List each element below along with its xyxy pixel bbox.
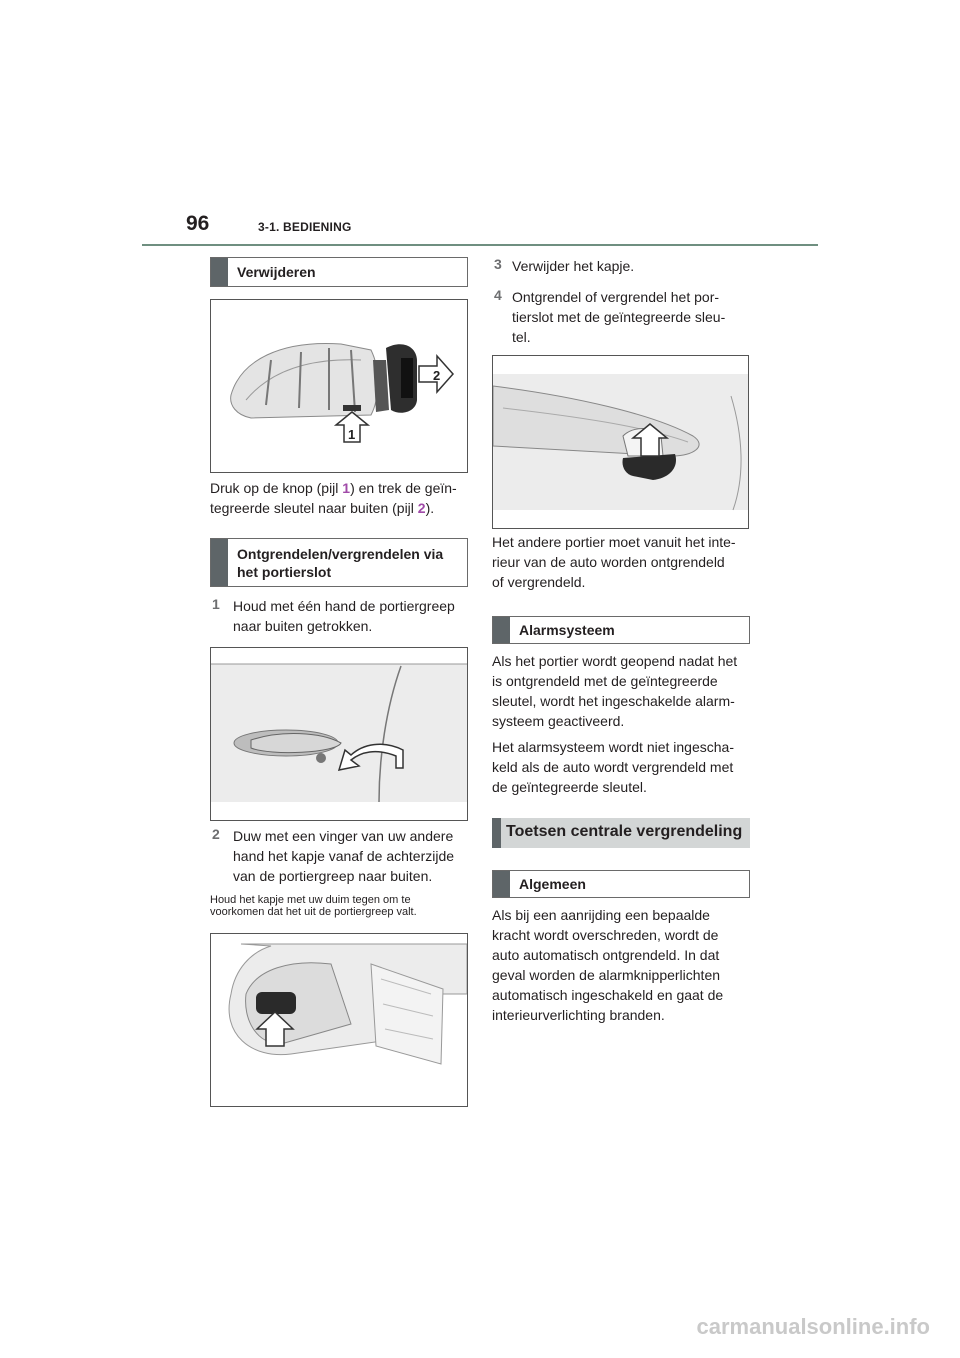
watermark: carmanualsonline.info (696, 1314, 930, 1339)
paragraph-alarm-2: Het alarmsysteem wordt niet ingescha- keld als de auto wordt vergrendeld met de geïntegreerde sleutel. (492, 739, 734, 795)
section-heading-algemeen (492, 870, 750, 898)
paragraph-alarm-1: Als het portier wordt geopend nadat het is ontgrendeld met de geïntegreerde sleutel, wordt het ingeschakelde alarm- systeem geactiveerd. (492, 653, 738, 729)
section-heading-portierslot (210, 538, 468, 587)
callout-ref-1: 1 (342, 480, 351, 496)
step-number-1: 1 (212, 596, 220, 612)
step-4-text: Ontgrendel of vergrendel het por- tierslot met de geïntegreerde sleu- tel. (512, 289, 726, 345)
section-heading-label: Toetsen centrale vergrendeling (506, 823, 743, 840)
section-heading-label: Algemeen (519, 876, 586, 892)
figure-door-lock (492, 355, 749, 529)
section-heading-verwijderen (210, 257, 468, 287)
section-heading-label: Alarmsysteem (519, 622, 615, 638)
step-1-text: Houd met één hand de portiergreep naar buiten getrokken. (233, 598, 455, 634)
step-number-2: 2 (212, 826, 220, 842)
section-heading-label-2: het portierslot (237, 564, 332, 580)
section-heading-centrale-vergrendeling (492, 818, 750, 848)
step-3-text: Verwijder het kapje. (512, 258, 635, 274)
figure-callout-2: 2 (433, 368, 441, 383)
paragraph-other-door: Het andere portier moet vanuit het inte- rieur van de auto worden ontgrendeld of vergrendeld. (492, 534, 736, 590)
step-2-text: Duw met een vinger van uw andere hand het kapje vanaf de achterzijde van de portiergreep naar buiten. (233, 828, 455, 884)
figure-door-handle-pull (210, 647, 468, 821)
page-number: 96 (186, 212, 210, 235)
section-heading-alarmsysteem (492, 616, 750, 644)
figure-key-removal (210, 299, 468, 473)
section-heading-label: Verwijderen (237, 264, 316, 280)
chapter-title: 3-1. BEDIENING (258, 220, 352, 234)
step-number-4: 4 (494, 287, 502, 303)
section-heading-label-1: Ontgrendelen/vergrendelen via (237, 546, 444, 562)
step-number-3: 3 (494, 256, 502, 272)
paragraph-press-button: Druk op de knop (pijl 1) en trek de geïn- tegreerde sleutel naar buiten (pijl 2). (210, 480, 457, 516)
figure-cap-removal (210, 933, 468, 1107)
note-text: Houd het kapje met uw duim tegen om te voorkomen dat het uit de portiergreep valt. (210, 894, 417, 918)
header-rule (142, 244, 818, 246)
figure-callout-1: 1 (348, 427, 356, 442)
paragraph-general: Als bij een aanrijding een bepaalde kracht wordt overschreden, wordt de auto automatisch ontgrendeld. In dat geval worden de alarmknipperlichten automatisch ingeschakeld en gaat de interieurverlichting branden. (492, 907, 724, 1023)
callout-ref-2: 2 (417, 500, 426, 516)
